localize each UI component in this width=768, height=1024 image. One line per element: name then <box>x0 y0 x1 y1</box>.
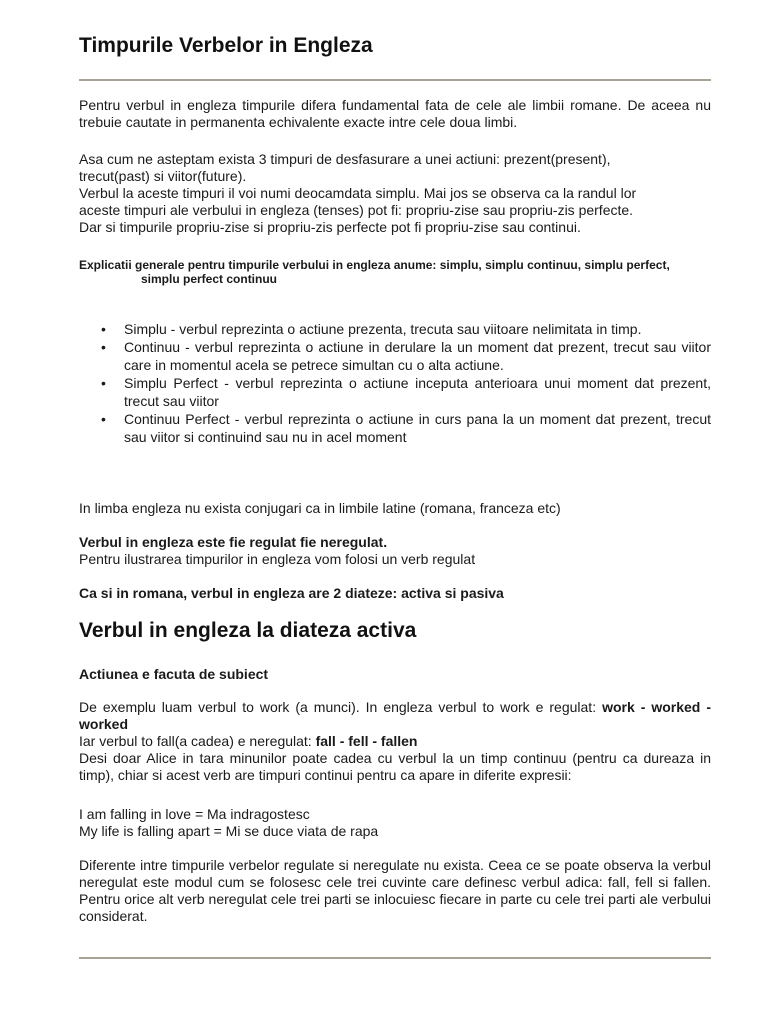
explanation-heading <box>79 258 711 286</box>
top-divider <box>79 79 711 81</box>
tenses-line: Verbul la aceste timpuri il voi numi deocamdata simplu. Mai jos se observa ca la randul lor <box>79 185 637 201</box>
list-item-text: Continuu Perfect - verbul reprezinta o actiune in curs pana la un moment dat prezent, trecut sau viitor si continuind sau nu in acel moment <box>124 411 711 445</box>
list-item <box>79 374 711 410</box>
example-text: De exemplu luam verbul to work (a munci). In engleza verbul to work e regulat: <box>79 699 603 715</box>
list-item-text: Continuu - verbul reprezinta o actiune in derulare la un moment dat prezent, trecut sau viitor care in momentul acela se petrece simultan cu o alta actiune. <box>124 339 711 373</box>
list-item-text: Simplu - verbul reprezinta o actiune prezenta, trecuta sau viitoare nelimitata in timp. <box>124 321 642 337</box>
tenses-line: trecut(past) si viitor(future). <box>79 168 247 184</box>
voices-paragraph: Ca si in romana, verbul in engleza are 2 diateze: activa si pasiva <box>79 585 504 601</box>
example-bold: work - worked - worked <box>79 699 712 732</box>
example-paragraph <box>79 699 711 784</box>
phrases-block <box>79 806 711 840</box>
list-item <box>79 338 711 374</box>
regular-irregular-heading: Verbul in engleza este fie regulat fie neregulat. <box>79 534 388 550</box>
tenses-list <box>79 320 711 446</box>
list-item <box>79 320 711 338</box>
list-item <box>79 410 711 446</box>
tenses-line: Asa cum ne asteptam exista 3 timpuri de desfasurare a unei actiuni: prezent(present), <box>79 151 611 167</box>
bottom-divider <box>79 957 711 959</box>
example-text: Desi doar Alice in tara minunilor poate cadea cu verbul la un timp continuu (pentru ca dureaza in timp), chiar si acest verb are timpuri continui pentru ca apare in diferite expresii: <box>79 750 711 783</box>
bullet-icon: • <box>101 411 106 427</box>
list-item-text: Simplu Perfect - verbul reprezinta o actiune inceputa anterioara unui moment dat prezent, trecut sau viitor <box>124 375 711 409</box>
section-heading: Verbul in engleza la diateza activa <box>79 619 417 642</box>
conclusion-paragraph: Diferente intre timpurile verbelor regulate si neregulate nu exista. Ceea ce se poate observa la verbul neregulat este modul cum se folosesc cele trei cuvinte care definesc verbul adica: fall, fell si fallen. Pentru orice alt verb neregulat cele trei parti se inlocuiesc fiecare in parte cu cele trei parti ale verbului considerat. <box>79 857 711 924</box>
regular-verb-note: Pentru ilustrarea timpurilor in engleza vom folosi un verb regulat <box>79 551 476 567</box>
conjugations-paragraph: In limba engleza nu exista conjugari ca in limbile latine (romana, franceza etc) <box>79 500 561 516</box>
phrase-line: I am falling in love = Ma indragostesc <box>79 806 310 822</box>
example-text: Iar verbul to fall(a cadea) e neregulat: <box>79 733 316 749</box>
page-title: Timpurile Verbelor in Engleza <box>79 34 373 57</box>
tenses-line: Dar si timpurile propriu-zise si propriu-zis perfecte pot fi propriu-zise sau continui. <box>79 219 581 235</box>
bullet-icon: • <box>101 321 106 337</box>
explanation-line: Explicatii generale pentru timpurile verbului in engleza anume: simplu, simplu continuu, simplu perfect, <box>79 258 670 272</box>
tenses-line: aceste timpuri ale verbului in engleza (tenses) pot fi: propriu-zise sau propriu-zis perfecte. <box>79 202 634 218</box>
phrase-line: My life is falling apart = Mi se duce viata de rapa <box>79 823 379 839</box>
bullet-icon: • <box>101 375 106 391</box>
example-bold: fall - fell - fallen <box>315 733 418 749</box>
explanation-line: simplu perfect continuu <box>141 272 278 286</box>
bullet-icon: • <box>101 339 106 355</box>
subject-action-subheading: Actiunea e facuta de subiect <box>79 666 269 682</box>
tenses-paragraph <box>79 151 711 236</box>
intro-paragraph: Pentru verbul in engleza timpurile difera fundamental fata de cele ale limbii romane. De aceea nu trebuie cautate in permanenta echivalente exacte intre cele doua limbi. <box>79 97 711 130</box>
